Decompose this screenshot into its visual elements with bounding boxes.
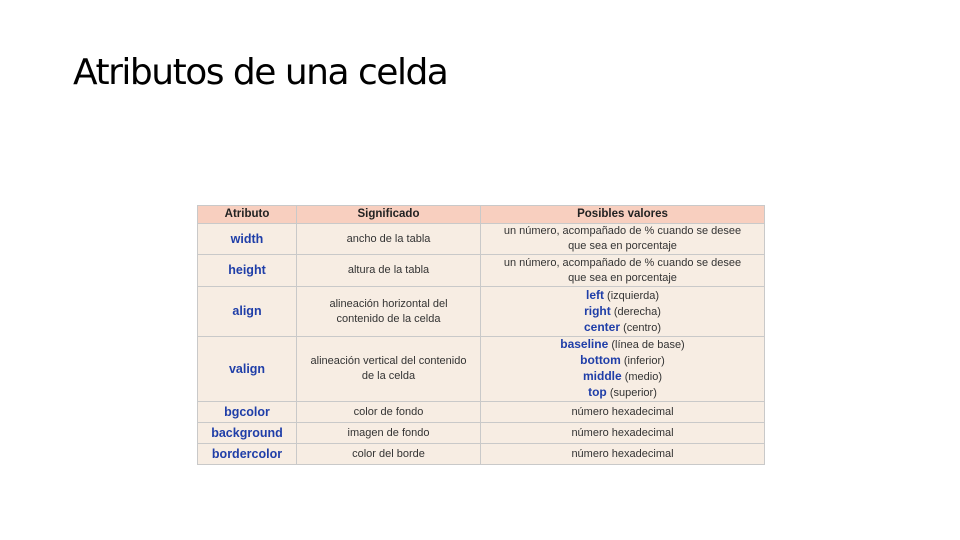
- attr-cell: valign: [198, 337, 297, 402]
- meaning-line: color de fondo: [353, 405, 424, 418]
- meaning-line: contenido de la celda: [336, 312, 441, 325]
- meaning-line: imagen de fondo: [347, 426, 430, 439]
- value-keyword: center: [584, 319, 621, 334]
- value-line: [484, 288, 761, 304]
- values-cell: [481, 255, 765, 287]
- meaning-cell: [297, 423, 481, 444]
- meaning-cell: [297, 255, 481, 287]
- meaning-line: alineación horizontal del: [329, 297, 448, 310]
- value-keyword: middle: [582, 369, 622, 383]
- table-row-align: [198, 287, 765, 337]
- value-keyword: baseline: [560, 337, 609, 351]
- attr-cell: align: [198, 287, 297, 337]
- value-desc: (centro): [623, 321, 661, 334]
- meaning-cell: [297, 337, 481, 402]
- header-posibles-valores: Posibles valores: [481, 206, 765, 224]
- value-keyword: right: [584, 303, 611, 318]
- slide-title: Atributos de una celda: [73, 52, 448, 93]
- values-cell: [481, 337, 765, 402]
- value-desc: (derecha): [613, 305, 661, 318]
- value-line: número hexadecimal: [571, 405, 674, 418]
- table-header-row: [198, 206, 765, 224]
- attributes-table: [197, 205, 765, 465]
- value-line: que sea en porcentaje: [568, 240, 677, 252]
- value-line: [484, 337, 761, 353]
- values-cell: [481, 402, 765, 423]
- values-cell: [481, 444, 765, 465]
- header-atributo: Atributo: [198, 206, 297, 224]
- meaning-line: ancho de la tabla: [346, 232, 431, 245]
- value-desc: (izquierda): [607, 289, 660, 302]
- value-desc: (inferior): [623, 355, 665, 367]
- meaning-line: color del borde: [352, 447, 425, 460]
- table-row-background: [198, 423, 765, 444]
- value-keyword: top: [588, 385, 607, 399]
- attr-cell: width: [198, 224, 297, 255]
- value-line: [484, 385, 761, 401]
- attr-cell: bordercolor: [198, 444, 297, 465]
- value-line: [484, 369, 761, 385]
- value-line: un número, acompañado de % cuando se desee: [503, 225, 742, 237]
- table-row-bgcolor: [198, 402, 765, 423]
- values-cell: [481, 224, 765, 255]
- value-line: número hexadecimal: [571, 447, 674, 460]
- value-line: que sea en porcentaje: [568, 271, 677, 284]
- value-keyword: bottom: [580, 353, 621, 367]
- meaning-line: de la celda: [361, 370, 416, 382]
- meaning-line: altura de la tabla: [347, 264, 430, 276]
- attr-cell: height: [198, 255, 297, 287]
- value-line: [484, 320, 761, 336]
- value-line: número hexadecimal: [571, 426, 674, 439]
- values-cell: [481, 423, 765, 444]
- value-desc: (línea de base): [611, 339, 685, 351]
- table-row-width: [198, 224, 765, 255]
- meaning-cell: [297, 444, 481, 465]
- meaning-line: alineación vertical del contenido: [310, 355, 467, 367]
- meaning-cell: [297, 402, 481, 423]
- header-significado: Significado: [297, 206, 481, 224]
- value-line: un número, acompañado de % cuando se desee: [503, 256, 742, 269]
- values-cell: [481, 287, 765, 337]
- value-desc: (medio): [624, 371, 663, 383]
- value-keyword: left: [585, 287, 604, 302]
- attr-cell: bgcolor: [198, 402, 297, 423]
- value-desc: (superior): [609, 387, 657, 399]
- value-line: [484, 353, 761, 369]
- attr-cell: background: [198, 423, 297, 444]
- value-line: [484, 304, 761, 320]
- table-row-bordercolor: [198, 444, 765, 465]
- meaning-cell: [297, 224, 481, 255]
- table-row-height: [198, 255, 765, 287]
- table-row-valign: [198, 337, 765, 402]
- meaning-cell: [297, 287, 481, 337]
